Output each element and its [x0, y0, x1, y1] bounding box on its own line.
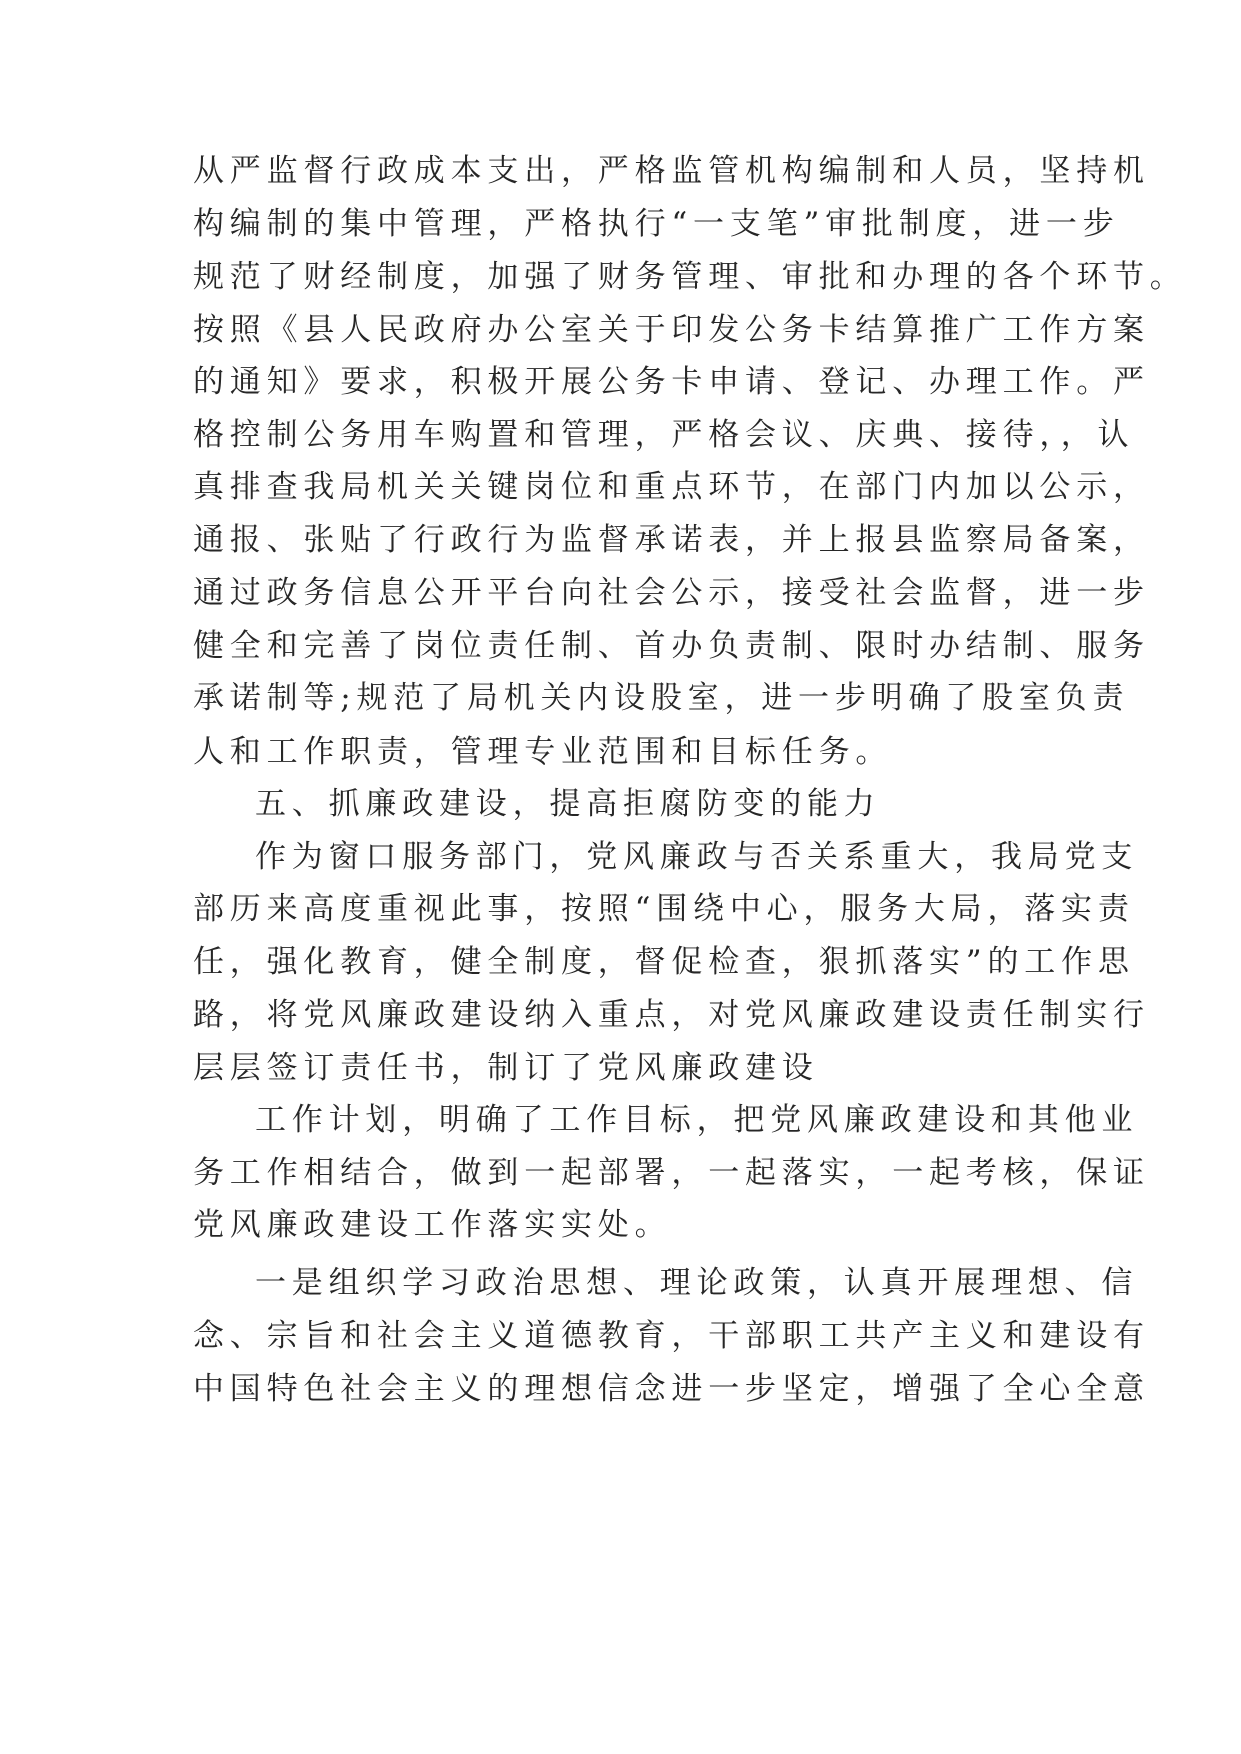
- text-line: 念、宗旨和社会主义道德教育，干部职工共产主义和建设有: [193, 1318, 1150, 1354]
- text-line: 作为窗口服务部门，党风廉政与否关系重大，我局党支: [255, 839, 1139, 875]
- text-line: 部历来高度重视此事，按照“围绕中心，服务大局，落实责: [193, 891, 1135, 927]
- text-line: 格控制公务用车购置和管理，严格会议、庆典、接待，，认: [193, 417, 1135, 453]
- text-line: 真排查我局机关关键岗位和重点环节，在部门内加以公示，: [193, 469, 1150, 505]
- section-heading: 五、抓廉政建设，提高拒腐防变的能力: [255, 786, 881, 822]
- text-line: 按照《县人民政府办公室关于印发公务卡结算推广工作方案: [193, 312, 1150, 348]
- text-line: 人和工作职责，管理专业范围和目标任务。: [193, 734, 893, 770]
- text-line: 任，强化教育，健全制度，督促检查，狠抓落实”的工作思: [193, 944, 1135, 980]
- text-line: 党风廉政建设工作落实实处。: [193, 1207, 672, 1243]
- text-line: 构编制的集中管理，严格执行“一支笔”审批制度，进一步: [193, 206, 1120, 242]
- text-line: 工作计划，明确了工作目标，把党风廉政建设和其他业: [255, 1102, 1139, 1138]
- text-line: 规范了财经制度，加强了财务管理、审批和办理的各个环节。: [193, 259, 1187, 295]
- text-line: 层层签订责任书，制订了党风廉政建设: [193, 1050, 819, 1086]
- text-line: 路，将党风廉政建设纳入重点，对党风廉政建设责任制实行: [193, 997, 1150, 1033]
- text-line: 的通知》要求，积极开展公务卡申请、登记、办理工作。严: [193, 364, 1150, 400]
- text-line: 从严监督行政成本支出，严格监管机构编制和人员，坚持机: [193, 153, 1150, 189]
- text-line: 通报、张贴了行政行为监督承诺表，并上报县监察局备案，: [193, 522, 1150, 558]
- text-line: 承诺制等;规范了局机关内设股室，进一步明确了股室负责: [193, 680, 1130, 716]
- text-line: 中国特色社会主义的理想信念进一步坚定，增强了全心全意: [193, 1371, 1150, 1407]
- text-line: 通过政务信息公开平台向社会公示，接受社会监督，进一步: [193, 575, 1150, 611]
- text-line: 一是组织学习政治思想、理论政策，认真开展理想、信: [255, 1265, 1139, 1301]
- text-line: 健全和完善了岗位责任制、首办负责制、限时办结制、服务: [193, 628, 1150, 664]
- text-line: 务工作相结合，做到一起部署，一起落实，一起考核，保证: [193, 1155, 1150, 1191]
